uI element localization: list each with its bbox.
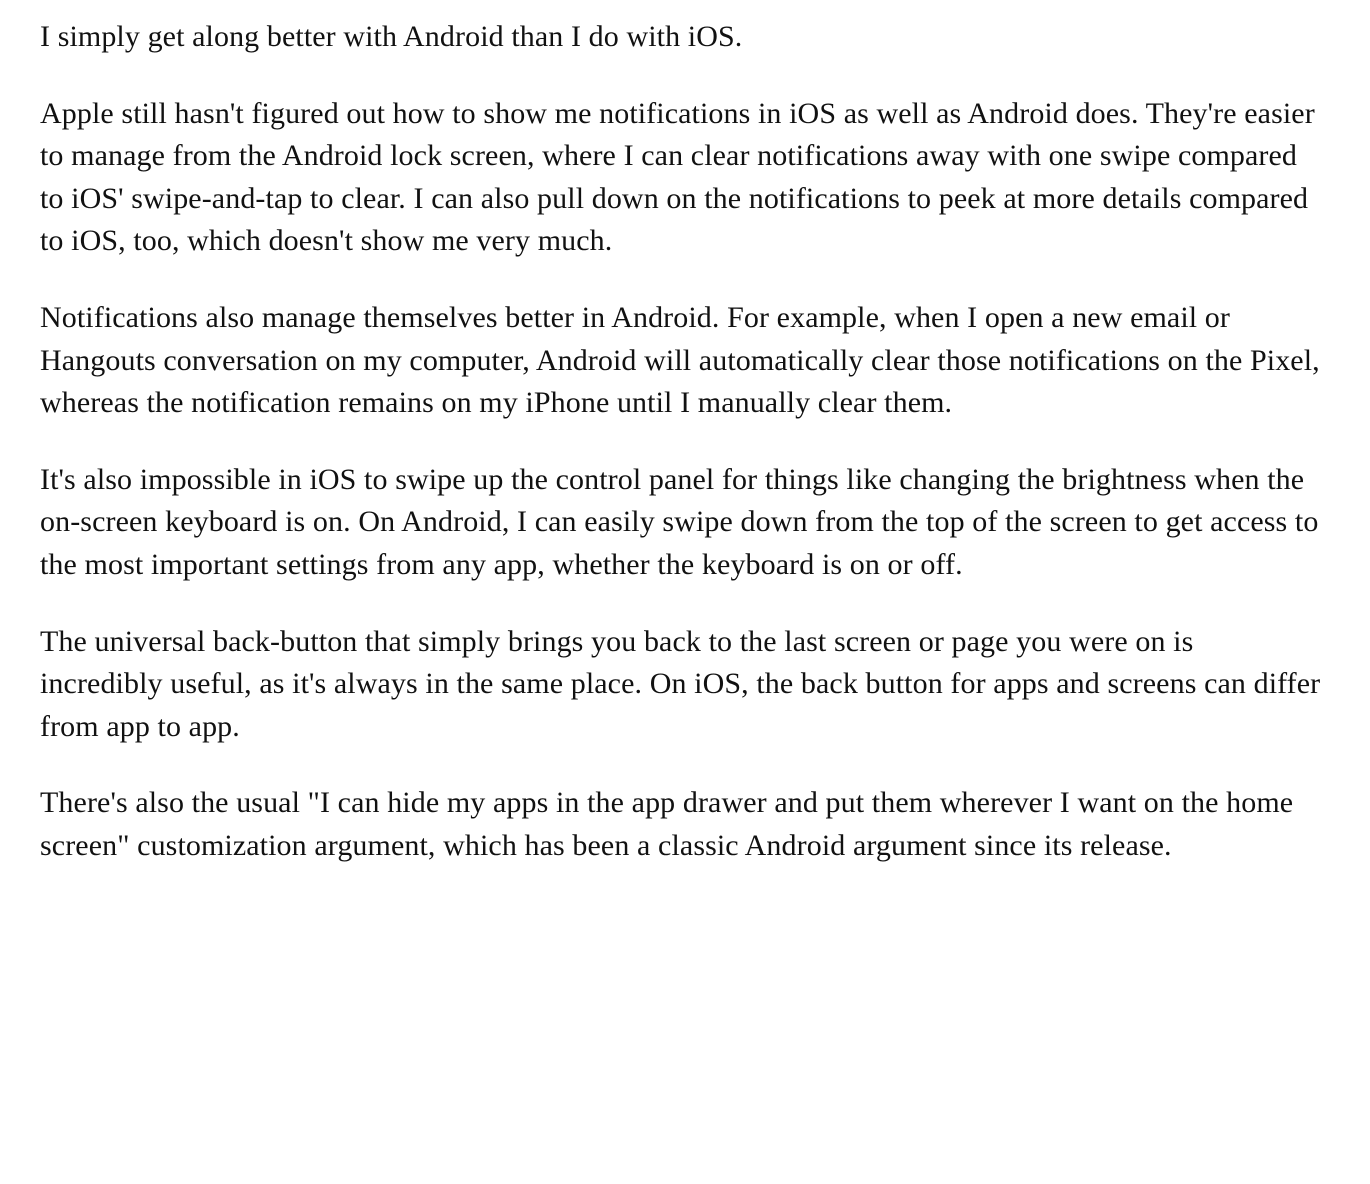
- paragraph-5: The universal back-button that simply brings you back to the last screen or page you were on is incredibly useful, as it's always in the same place. On iOS, the back button for apps and screens can differ from app to app.: [40, 624, 1321, 743]
- paragraph-1: I simply get along better with Android than I do with iOS.: [40, 20, 743, 53]
- paragraph-2: Apple still hasn't figured out how to show me notifications in iOS as well as Android does. They're easier to manage from the Android lock screen, where I can clear notifications away with one swipe compared to iOS' swipe-and-tap to clear. I can also pull down on the notifications to peek at more details compared to iOS, too, which doesn't show me very much.: [40, 96, 1315, 258]
- paragraph-3: Notifications also manage themselves better in Android. For example, when I open a new email or Hangouts conversation on my computer, Android will automatically clear those notifications on the Pixel, whereas the notification remains on my iPhone until I manually clear them.: [40, 300, 1320, 420]
- paragraph-6: There's also the usual "I can hide my apps in the app drawer and put them wherever I want on the home screen" customization argument, which has been a classic Android argument since its release.: [40, 786, 1294, 862]
- paragraph-4: It's also impossible in iOS to swipe up the control panel for things like changing the brightness when the on-screen keyboard is on. On Android, I can easily swipe down from the top of the screen to get access to the most important settings from any app, whether the keyboard is on or off.: [40, 462, 1319, 581]
